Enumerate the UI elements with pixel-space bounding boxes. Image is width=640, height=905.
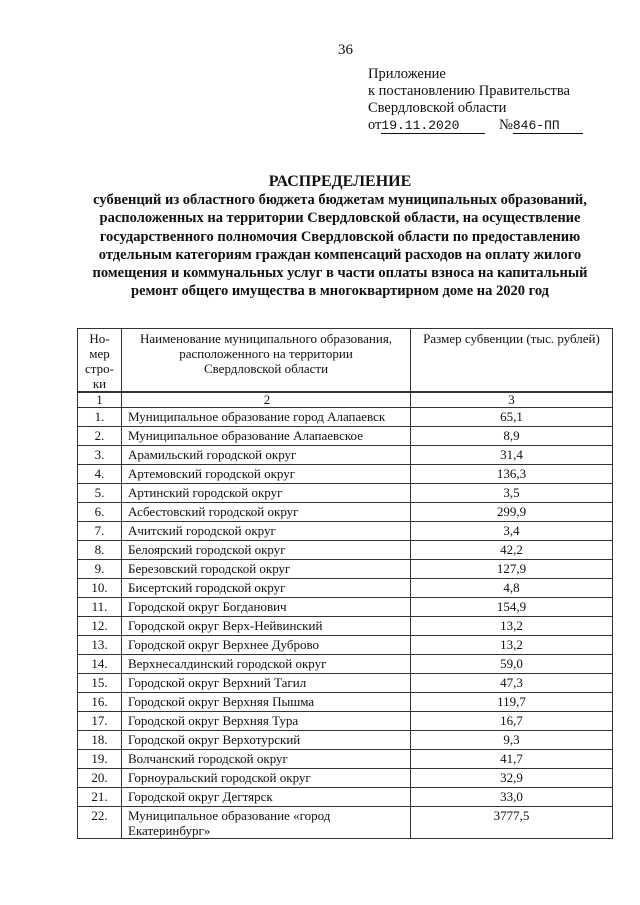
document-title-block (60, 173, 620, 301)
row-number: 18. (78, 731, 122, 750)
row-number: 21. (78, 788, 122, 807)
subvention-amount: 13,2 (411, 636, 613, 655)
subtitle-line: субвенций из областного бюджета бюджетам муниципальных образований, (93, 192, 587, 208)
resolution-number (513, 119, 583, 134)
column-number: 3 (411, 392, 613, 408)
subtitle-line: помещения и коммунальных услуг в части оплаты взноса на капитальный (92, 265, 588, 282)
table-row (78, 503, 613, 522)
resolution-date-value: 19.11.2020 (381, 118, 460, 133)
document-title: РАСПРЕДЕЛЕНИЕ (268, 173, 412, 190)
header-line: ки (92, 376, 107, 391)
subvention-amount: 42,2 (411, 541, 613, 560)
subtitle-line: ремонт общего имущества в многоквартирном доме на 2020 год (131, 283, 549, 300)
subtitle-line: расположенных на территории Свердловской области, на осуществление (99, 210, 581, 227)
subvention-amount: 119,7 (411, 693, 613, 712)
municipality-name: Ачитский городской округ (122, 522, 411, 541)
subvention-amount: 3,4 (411, 522, 613, 541)
resolution-date (381, 119, 485, 134)
row-number: 16. (78, 693, 122, 712)
row-number: 7. (78, 522, 122, 541)
municipality-name: Муниципальное образование Алапаевское (122, 427, 411, 446)
subvention-amount: 31,4 (411, 446, 613, 465)
table-row (78, 769, 613, 788)
subvention-table (77, 328, 613, 839)
subvention-amount: 41,7 (411, 750, 613, 769)
subvention-amount: 3777,5 (411, 807, 613, 839)
header-line: мер (89, 346, 110, 361)
municipality-name: Муниципальное образование город Алапаевск (122, 408, 411, 427)
municipality-name: Городской округ Дегтярск (122, 788, 411, 807)
header-line: Но- (89, 331, 110, 346)
municipality-name: Березовский городской округ (122, 560, 411, 579)
row-number: 15. (78, 674, 122, 693)
subvention-amount: 47,3 (411, 674, 613, 693)
table-row (78, 712, 613, 731)
row-number: 6. (78, 503, 122, 522)
row-number: 9. (78, 560, 122, 579)
municipality-name: Белоярский городской округ (122, 541, 411, 560)
column-number: 1 (78, 392, 122, 408)
row-number: 3. (78, 446, 122, 465)
appendix-block (368, 66, 583, 134)
row-number: 22. (78, 807, 122, 839)
table-header-row (78, 329, 613, 393)
subvention-amount: 136,3 (411, 465, 613, 484)
row-number: 11. (78, 598, 122, 617)
municipality-name: Городской округ Богданович (122, 598, 411, 617)
row-number: 17. (78, 712, 122, 731)
subvention-amount: 9,3 (411, 731, 613, 750)
municipality-name: Городской округ Верхняя Пышма (122, 693, 411, 712)
document-subtitle (60, 191, 620, 301)
municipality-name: Муниципальное образование «город Екатеринбург» (122, 807, 411, 839)
table-row (78, 560, 613, 579)
header-line: расположенного на территории (179, 346, 353, 361)
row-number: 8. (78, 541, 122, 560)
appendix-date-line (368, 117, 583, 134)
table-row (78, 750, 613, 769)
header-subvention-amount: Размер субвенции (тыс. рублей) (411, 329, 613, 393)
subvention-amount: 4,8 (411, 579, 613, 598)
subvention-amount: 13,2 (411, 617, 613, 636)
table-row (78, 674, 613, 693)
municipality-name: Верхнесалдинский городской округ (122, 655, 411, 674)
subvention-amount: 127,9 (411, 560, 613, 579)
subvention-amount: 154,9 (411, 598, 613, 617)
subvention-amount: 8,9 (411, 427, 613, 446)
row-number: 13. (78, 636, 122, 655)
row-number: 10. (78, 579, 122, 598)
subvention-amount: 65,1 (411, 408, 613, 427)
row-number: 12. (78, 617, 122, 636)
table-row (78, 807, 613, 839)
column-number-row (78, 392, 613, 408)
table-row (78, 522, 613, 541)
subvention-amount: 299,9 (411, 503, 613, 522)
column-number: 2 (122, 392, 411, 408)
row-number: 1. (78, 408, 122, 427)
table-row (78, 598, 613, 617)
municipality-name: Арамильский городской округ (122, 446, 411, 465)
table-row (78, 541, 613, 560)
date-prefix: от (368, 117, 382, 133)
table-row (78, 408, 613, 427)
appendix-line-3: Свердловской области (368, 100, 507, 116)
subvention-amount: 16,7 (411, 712, 613, 731)
municipality-name: Волчанский городской округ (122, 750, 411, 769)
row-number: 19. (78, 750, 122, 769)
header-municipality (122, 329, 411, 393)
row-number: 20. (78, 769, 122, 788)
header-line: Свердловской области (203, 361, 329, 376)
municipality-name: Горноуральский городской округ (122, 769, 411, 788)
table-row (78, 788, 613, 807)
municipality-name: Асбестовский городской округ (122, 503, 411, 522)
table-row (78, 465, 613, 484)
row-number: 5. (78, 484, 122, 503)
municipality-name: Городской округ Верх-Нейвинский (122, 617, 411, 636)
row-number: 2. (78, 427, 122, 446)
subtitle-line: государственного полномочия Свердловской области по предоставлению (99, 228, 581, 245)
subvention-amount: 32,9 (411, 769, 613, 788)
municipality-name: Городской округ Верхнее Дуброво (122, 636, 411, 655)
header-row-number (78, 329, 122, 393)
page-number: 36 (338, 42, 353, 58)
municipality-name: Городской округ Верхняя Тура (122, 712, 411, 731)
appendix-line-2: к постановлению Правительства (368, 83, 570, 99)
municipality-name: Бисертский городской округ (122, 579, 411, 598)
municipality-name: Городской округ Верхний Тагил (122, 674, 411, 693)
appendix-line-1: Приложение (368, 66, 446, 82)
table-row (78, 427, 613, 446)
subvention-amount: 59,0 (411, 655, 613, 674)
number-prefix: № (499, 117, 513, 133)
municipality-name: Городской округ Верхотурский (122, 731, 411, 750)
table-row (78, 655, 613, 674)
resolution-number-value: 846-ПП (512, 118, 560, 133)
table-row (78, 579, 613, 598)
row-number: 4. (78, 465, 122, 484)
municipality-name: Артинский городской округ (122, 484, 411, 503)
table-row (78, 484, 613, 503)
table-row (78, 636, 613, 655)
header-line: стро- (85, 361, 114, 376)
table-row (78, 731, 613, 750)
subtitle-line: отдельным категориям граждан компенсаций расходов на оплату жилого (98, 246, 582, 263)
header-line: Наименование муниципального образования, (139, 331, 393, 346)
table-row (78, 617, 613, 636)
table-row (78, 446, 613, 465)
subvention-amount: 33,0 (411, 788, 613, 807)
subvention-amount: 3,5 (411, 484, 613, 503)
municipality-name: Артемовский городской округ (122, 465, 411, 484)
table-row (78, 693, 613, 712)
row-number: 14. (78, 655, 122, 674)
